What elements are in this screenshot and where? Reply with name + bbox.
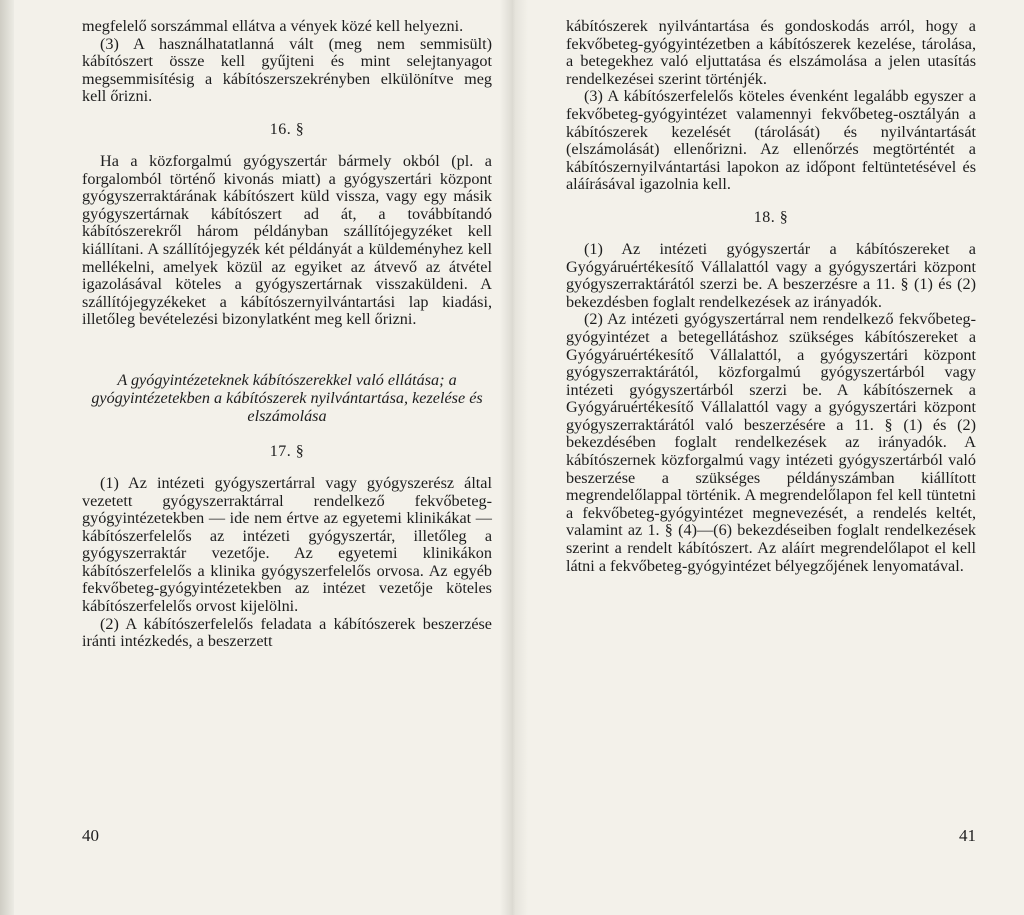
- section-17-paragraph-1: (1) Az intézeti gyógyszertárral vagy gyógyszerész által vezetett gyógyszerraktárral rendelkező fekvőbeteg-gyógyintézetekben — ide nem értve az egyetemi klinikákat — kábítószerfelelős az intézeti gyógyszertár, illetőleg a gyógyszerraktár vezetője. Az egyetemi klinikákon kábítószerfelelős a klinika gyógyszerfelelős orvosa. Az egyéb fekvőbeteg-gyógyintézetekben az intézet vezetője köteles kábítószerfelelős orvost kijelölni.: [82, 473, 492, 616]
- right-page: [566, 0, 976, 915]
- right-text-column: [566, 18, 976, 575]
- section-heading-18: 18. §: [753, 208, 789, 226]
- book-gutter: [500, 0, 528, 915]
- left-text-column: [82, 18, 492, 651]
- section-16-paragraph: Ha a közforgalmú gyógyszertár bármely okból (pl. a forgalomból történő kivonás miatt) a gyógyszertári központ gyógyszerraktárának kábítószert küld vissza, vagy egy másik gyógyszertárnak kábítószert ad át, a továbbítandó kábítószerekről három példányban szállítójegyzéket kell kiállítani. A szállítójegyzék két példányát a küldeményhez kell mellékelni, amelyek közül az egyiket az átvevő az átvétel igazolásával köteles a gyógyszertárnak visszaküldeni. A szállítójegyzékeket a kábítószernyilvántartási lap kiadási, illetőleg bevételezési bizonylatként meg kell őrizni.: [82, 151, 492, 329]
- section-heading-16: 16. §: [269, 120, 305, 138]
- left-page: [82, 0, 492, 915]
- page-number-right: 41: [959, 826, 976, 845]
- left-paragraph-3: (3) A használhatatlanná vált (meg nem semmisült) kábítószert össze kell gyűjteni és mint selejtanyagot megsemmisítésig a kábítószerszekrényben elkülönítve meg kell őrizni.: [82, 34, 492, 106]
- book-edge: [0, 0, 14, 915]
- left-paragraph-continued: megfelelő sorszámmal ellátva a vények közé kell helyezni.: [82, 17, 464, 35]
- right-paragraph-continued: kábítószerek nyilvántartása és gondoskodás arról, hogy a fekvőbeteg-gyógyintézetben a kábítószerek kezelése, tárolása, a betegekhez való eljuttatása és elszámolása a jelen utasítás rendelkezései szerint történjék.: [566, 17, 976, 88]
- section-17-paragraph-2: (2) A kábítószerfelelős feladata a kábítószerek beszerzése iránti intézkedés, a beszerzett: [82, 614, 492, 651]
- section-heading-17: 17. §: [269, 442, 305, 460]
- chapter-title: A gyógyintézeteknek kábítószerekkel való ellátása; a gyógyintézetekben a kábítószerek nyilvántartása, kezelése és elszámolása: [91, 370, 483, 425]
- section-18-paragraph-1: (1) Az intézeti gyógyszertár a kábítószereket a Gyógyáruértékesítő Vállalattól vagy a gyógyszertári központ gyógyszerraktárától szerzi be. A beszerzésre a 11. § (1) és (2) bekezdésben foglalt rendelkezések az irányadók.: [566, 239, 976, 311]
- section-18-paragraph-2: (2) Az intézeti gyógyszertárral nem rendelkező fekvőbeteg-gyógyintézet a betegellátáshoz szükséges kábítószereket a Gyógyáruértékesítő Vállalattól, a gyógyszertári központ gyógyszerraktárától, közforgalmú gyógyszertárból vagy intézeti gyógyszertárból szerzi be. A kábítószernek a Gyógyáruértékesítő Vállalattól vagy a gyógyszertári központ gyógyszerraktárától való beszerzésére a 11. § (1) és (2) bekezdésében foglalt rendelkezések az irányadók. A kábítószernek közforgalmú vagy intézeti gyógyszertárból való beszerzése a szükséges példányszámban kiállított megrendelőlappal történik. A megrendelőlapon fel kell tüntetni a fekvőbeteg-gyógyintézet megnevezését, a rendelés keltét, valamint az 1. § (4)—(6) bekezdéseiben foglalt rendelkezések szerint a rendelt kábítószert. Az aláírt megrendelőlapot el kell látni a fekvőbeteg-gyógyintézet bélyegzőjének lenyomatával.: [566, 310, 976, 575]
- page-number-left: 40: [82, 826, 99, 845]
- right-paragraph-3: (3) A kábítószerfelelős köteles évenként legalább egyszer a fekvőbeteg-gyógyintézet valamennyi fekvőbeteg-osztályán a kábítószerek kezelését (tárolását) és nyilvántartását (elszámolását) ellenőrizni. Az ellenőrzés megtörténtét a kábítószernyilvántartási lapokon az időpont feltüntetésével és aláírásával igazolnia kell.: [566, 87, 976, 194]
